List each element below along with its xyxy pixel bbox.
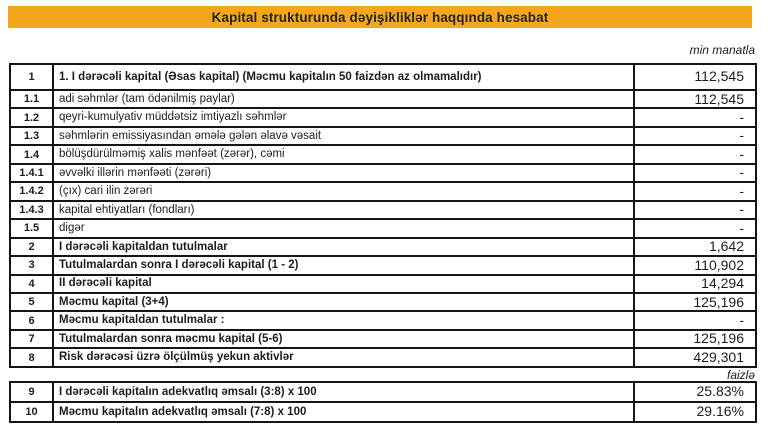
row-number-cell: 1.4 [10, 145, 53, 163]
row-number-cell: 1.3 [10, 127, 53, 145]
row-value-cell: 29.16% [634, 402, 756, 422]
row-label-cell: adi səhmlər (tam ödənilmiş paylar) [53, 90, 634, 108]
table-row [10, 145, 756, 163]
row-number-cell: 1 [10, 64, 53, 90]
row-label-cell: Tutulmalardan sonra məcmu kapital (5-6) [53, 330, 634, 348]
row-number-cell: 8 [10, 348, 53, 367]
row-value-cell: - [634, 311, 756, 329]
row-value-cell: - [634, 182, 756, 200]
row-label-cell: Tutulmalardan sonra I dərəcəli kapital (1 - 2) [53, 256, 634, 274]
row-value-cell: 112,545 [634, 90, 756, 108]
table-row [10, 127, 756, 145]
table-row [10, 201, 756, 219]
row-label-cell: əvvəlki illərin mənfəəti (zərəri) [53, 164, 634, 182]
unit-label-min-manatla: min manatla [689, 43, 755, 57]
table-row [10, 293, 756, 311]
table-row [10, 275, 756, 293]
row-label-cell: I dərəcəli kapitalın adekvatlıq əmsalı (3:8) x 100 [53, 382, 634, 402]
row-label-cell: kapital ehtiyatları (fondları) [53, 201, 634, 219]
row-value-cell: - [634, 127, 756, 145]
row-number-cell: 1.1 [10, 90, 53, 108]
row-number-cell: 2 [10, 238, 53, 256]
row-label-cell: digər [53, 219, 634, 237]
table-row [10, 348, 756, 367]
row-value-cell: 125,196 [634, 330, 756, 348]
table-row [10, 164, 756, 182]
row-label-cell: səhmlərin emissiyasından əmələ gələn əlavə vəsait [53, 127, 634, 145]
table-row [10, 90, 756, 108]
row-label-cell: 1. I dərəcəli kapital (Əsas kapital) (Məcmu kapitalın 50 faizdən az olmamalıdır) [53, 64, 634, 90]
page-title: Kapital strukturunda dəyişikliklər haqqında hesabat [211, 9, 549, 25]
report-title-bar [8, 6, 752, 28]
row-value-cell: - [634, 145, 756, 163]
row-label-cell: Risk dərəcəsi üzrə ölçülmüş yekun aktivlər [53, 348, 634, 367]
unit-label-faizle: faizlə [726, 368, 755, 382]
row-value-cell: 125,196 [634, 293, 756, 311]
row-number-cell: 10 [10, 402, 53, 422]
row-number-cell: 1.4.1 [10, 164, 53, 182]
table-row [10, 402, 756, 422]
table-row [10, 256, 756, 274]
row-label-cell: qeyri-kumulyativ müddətsiz imtiyazlı səhmlər [53, 108, 634, 126]
row-number-cell: 4 [10, 275, 53, 293]
row-number-cell: 7 [10, 330, 53, 348]
capital-structure-table [9, 63, 757, 368]
table-row [10, 219, 756, 237]
row-number-cell: 1.4.3 [10, 201, 53, 219]
table-row [10, 182, 756, 200]
capital-structure-table-body [10, 64, 756, 367]
row-label-cell: bölüşdürülməmiş xalis mənfəət (zərər), cəmi [53, 145, 634, 163]
row-value-cell: - [634, 164, 756, 182]
row-value-cell: - [634, 201, 756, 219]
table-row [10, 330, 756, 348]
adequacy-ratio-table [9, 381, 757, 423]
row-value-cell: 14,294 [634, 275, 756, 293]
row-value-cell: 110,902 [634, 256, 756, 274]
table-row [10, 64, 756, 90]
row-label-cell: II dərəcəli kapital [53, 275, 634, 293]
row-number-cell: 1.4.2 [10, 182, 53, 200]
row-value-cell: 25.83% [634, 382, 756, 402]
adequacy-ratio-table-body [10, 382, 756, 422]
table-row [10, 382, 756, 402]
table-row [10, 311, 756, 329]
row-number-cell: 3 [10, 256, 53, 274]
row-label-cell: (çıx) cari ilin zərəri [53, 182, 634, 200]
table-row [10, 238, 756, 256]
row-number-cell: 9 [10, 382, 53, 402]
row-number-cell: 5 [10, 293, 53, 311]
row-number-cell: 6 [10, 311, 53, 329]
row-value-cell: - [634, 108, 756, 126]
row-value-cell: 112,545 [634, 64, 756, 90]
row-number-cell: 1.2 [10, 108, 53, 126]
row-label-cell: Məcmu kapitaldan tutulmalar : [53, 311, 634, 329]
row-label-cell: Məcmu kapitalın adekvatlıq əmsalı (7:8) x 100 [53, 402, 634, 422]
row-value-cell: - [634, 219, 756, 237]
row-value-cell: 1,642 [634, 238, 756, 256]
row-value-cell: 429,301 [634, 348, 756, 367]
table-row [10, 108, 756, 126]
row-label-cell: Məcmu kapital (3+4) [53, 293, 634, 311]
row-label-cell: I dərəcəli kapitaldan tutulmalar [53, 238, 634, 256]
row-number-cell: 1.5 [10, 219, 53, 237]
